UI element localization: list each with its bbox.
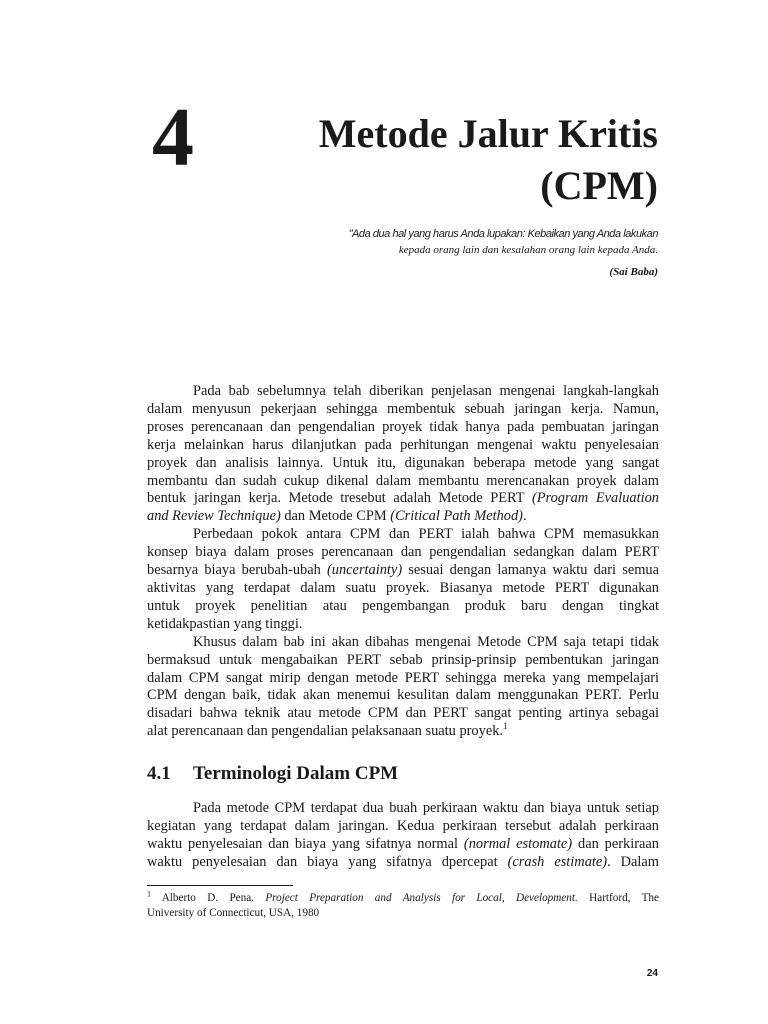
text-line: [147, 490, 659, 508]
paragraph: [147, 383, 659, 526]
text-run: dan Metode CPM: [280, 508, 391, 525]
text-line: [147, 854, 659, 872]
intro-text: [147, 383, 659, 741]
text-line: proyek dan analisis lainnya. Untuk itu, digunakan beberapa metode yang sangat: [147, 454, 659, 471]
paragraph: [147, 800, 659, 872]
paragraph: [147, 634, 659, 741]
text-run: sesuai dengan lamanya waktu dari semua: [402, 562, 659, 579]
italic-term: (normal estomate): [463, 835, 573, 852]
footnote-marker: 1: [147, 889, 151, 899]
text-line: [147, 723, 659, 741]
footnote-ref[interactable]: 1: [503, 721, 508, 732]
text-run: bentuk jaringan kerja. Metode tresebut adalah Metode PERT: [147, 490, 532, 507]
chapter-title-line: (CPM): [540, 163, 658, 208]
epigraph: [218, 226, 658, 258]
chapter-title: [319, 108, 658, 212]
text-run: dan perkiraan: [572, 835, 659, 852]
text-line: dalam menyusun pekerjaan sehingga membentuk sebuah jaringan kerja. Namun,: [147, 400, 659, 417]
footnote: [147, 891, 659, 921]
text-line: untuk proyek penelitian atau pengembangan produk baru dengan tingkat: [147, 597, 659, 614]
footnote-line: [147, 891, 659, 906]
text-line: konsep biaya dalam proses perencanaan dan pengendalian sedangkan dalam PERT: [147, 544, 659, 561]
footnote-publisher: Hartford, The: [577, 892, 659, 904]
text-line: Khusus dalam bab ini akan dibahas mengenai Metode CPM saja tetapi tidak: [193, 633, 659, 650]
text-line: Pada metode CPM terdapat dua buah perkiraan waktu dan biaya untuk setiap: [193, 800, 659, 816]
section-number: 4.1: [147, 763, 171, 784]
chapter-number: 4: [152, 91, 194, 184]
section-heading: [147, 763, 398, 785]
text-line: membantu dan sudah cukup dikenal dalam membantu merencanakan proyek dalam: [147, 472, 659, 489]
text-line: bermaksud untuk mengabaikan PERT sebab prinsip-prinsip pembentukan jaringan: [147, 651, 659, 668]
section-text: [147, 800, 659, 872]
chapter-title-line: Metode Jalur Kritis: [318, 111, 658, 156]
text-run: alat perencanaan dan pengendalian pelaksanaan suatu proyek.: [147, 723, 503, 740]
epigraph-author: (Sai Baba): [609, 266, 658, 278]
text-run: besarnya biaya berubah-ubah: [147, 562, 327, 579]
page-number: 24: [646, 968, 658, 979]
text-line: kerja melainkan harus dilanjutkan pada perhitungan mengenai waktu penyelesaian: [147, 436, 659, 453]
text-run: waktu penyelesaian dan biaya yang sifatnya dpercepat: [147, 853, 508, 870]
epigraph-line: "Ada dua hal yang harus Anda lupakan: Kebaikan yang Anda lakukan: [348, 228, 658, 240]
italic-term: and Review Technique): [147, 508, 281, 525]
text-run: .: [522, 508, 527, 525]
italic-term: (uncertainty): [326, 562, 403, 579]
text-line: aktivitas yang terdapat dalam suatu proyek. Biasanya metode PERT digunakan: [147, 579, 659, 596]
footnote-author: Alberto D. Pena.: [151, 892, 266, 904]
text-line: Pada bab sebelumnya telah diberikan penjelasan mengenai langkah-langkah: [193, 383, 659, 399]
epigraph-line: kepada orang lain dan kesalahan orang lain kepada Anda.: [398, 244, 658, 256]
italic-term: (Critical Path Method): [390, 508, 523, 525]
text-run: waktu penyelesaian dan biaya yang sifatnya normal: [147, 835, 464, 852]
text-line: CPM dengan baik, tidak akan menemui kesulitan dalam menggunakan PERT. Perlu: [147, 687, 659, 704]
text-line: dalam CPM sangat mirip dengan metode PERT sehingga mereka yang mempelajari: [147, 669, 659, 686]
text-line: disadari bahwa teknik atau metode CPM dan PERT sangat penting artinya sebagai: [147, 705, 659, 722]
text-line: [147, 562, 659, 580]
text-line: ketidakpastian yang tinggi.: [147, 615, 303, 632]
paragraph: [147, 526, 659, 633]
text-line: Perbedaan pokok antara CPM dan PERT ialah bahwa CPM memasukkan: [193, 526, 659, 543]
italic-term: (Program Evaluation: [531, 490, 659, 507]
footnote-divider: [147, 885, 293, 886]
text-line: [147, 836, 659, 854]
footnote-line: University of Connecticut, USA, 1980: [147, 907, 320, 919]
text-run: . Dalam: [607, 853, 659, 870]
footnote-title: Project Preparation and Analysis for Local, Development.: [265, 892, 578, 904]
section-title: Terminologi Dalam CPM: [193, 763, 399, 784]
text-line: proses perencanaan dan pengendalian proyek tidak hanya pada pembuatan jaringan: [147, 418, 659, 435]
text-line: kegiatan yang terdapat dalam jaringan. Kedua perkiraan tersebut adalah perkiraan: [147, 817, 659, 834]
text-line: [147, 508, 659, 526]
italic-term: (crash estimate): [507, 853, 608, 870]
